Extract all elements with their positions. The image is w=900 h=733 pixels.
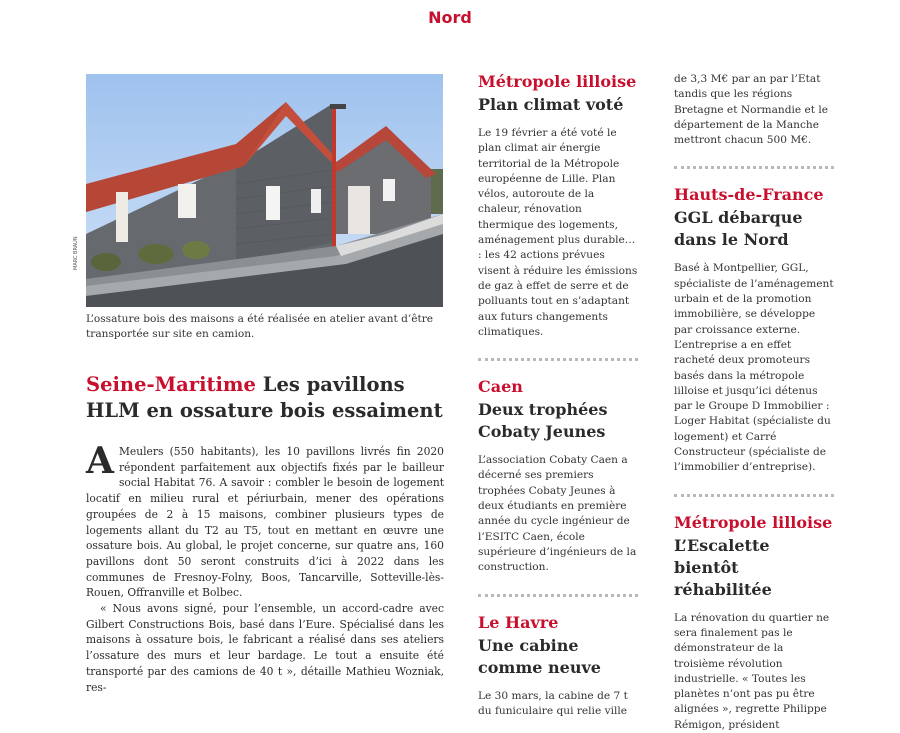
- dotted-separator: [478, 358, 638, 361]
- news-item-text: La rénovation du quartier ne sera finalement pas le démonstrateur de la troisième révolution industrielle. « Toutes les planètes n’ont pas pu être alignées », regrette Philippe Rémigon, président: [674, 611, 830, 731]
- right-column: [674, 72, 834, 733]
- news-item-text: Le 19 février a été voté le plan climat air énergie territorial de la Métropole européenne de Lille. Plan vélos, autoroute de la chaleur, rénovation thermique des logements, aménagement plus durable… : les 42 actions prévues visent à réduire les émissions de gaz à effet de serre et de polluants tout en s’adaptant aux futurs changements climatiques.: [478, 127, 638, 338]
- news-item: [478, 613, 638, 720]
- news-item-location: Métropole lilloise: [674, 512, 833, 532]
- news-item-text: de 3,3 M€ par an par l’Etat tandis que les régions Bretagne et Normandie et le département de la Manche mettront chacun 500 M€.: [674, 73, 829, 147]
- news-item-title: GGL débarque dans le Nord: [674, 208, 803, 250]
- article-photo: [86, 74, 443, 307]
- photo-credit: MARC BRAUN: [73, 236, 79, 270]
- main-article-title: Les pavillons HLM en ossature bois essaiment: [86, 373, 443, 422]
- news-item: [478, 377, 638, 575]
- news-item-continued: [674, 72, 834, 148]
- middle-column: [478, 72, 638, 719]
- news-item-title: Une cabine comme neuve: [478, 635, 601, 677]
- news-item: [674, 185, 834, 475]
- news-item-text: L’association Cobaty Caen a décerné ses premiers trophées Cobaty Jeunes à deux étudiants en première année du cycle ingénieur de l’ESITC Caen, école supérieure d’ingénieurs de la construction.: [478, 454, 637, 574]
- news-item-title: Deux trophées Cobaty Jeunes: [478, 400, 608, 442]
- news-item-location: Métropole lilloise: [478, 72, 637, 91]
- main-article-kicker: Seine-Maritime: [86, 373, 256, 396]
- main-article-paragraph: A Meulers (550 habitants), les 10 pavillons livrés fin 2020 répondent parfaitement aux objectifs fixés par le bailleur social Habitat 76. A savoir : combler le besoin de logement locatif en milieu rural et périurbain, mener des opérations groupées de 2 à 15 maisons, combiner plusieurs types de logements allant du T2 au T5, tout en mettant en œuvre une ossature bois. Au global, le projet concerne, sur quatre ans, 160 pavillons dont 50 seront construits d’ici à 2022 dans les communes de Fresnoy-Folny, Boos, Tancarville, Sotteville-lès-Rouen, Offranville et Bolbec.: [86, 440, 444, 600]
- news-item-location: Caen: [478, 377, 523, 397]
- news-item: [478, 72, 638, 340]
- news-item-title: L’Escalette bientôt réhabilitée: [674, 535, 772, 599]
- drop-cap: A: [86, 440, 114, 482]
- dotted-separator: [674, 494, 834, 497]
- dotted-separator: [478, 594, 638, 597]
- news-item: [674, 513, 834, 733]
- news-item-location: Hauts-de-France: [674, 185, 824, 205]
- news-item-title: Plan climat voté: [478, 95, 624, 114]
- news-item-text: Le 30 mars, la cabine de 7 t du funiculaire qui relie ville: [478, 689, 628, 717]
- section-rubric: Nord: [428, 8, 472, 27]
- main-article-headline: [86, 372, 446, 424]
- news-item-text: Basé à Montpellier, GGL, spécialiste de l’aménagement urbain et de la promotion immobilière, se développe par croissance externe. L’entreprise a en effet racheté deux promoteurs basés dans la métropole lilloise et jusqu’ici détenus par le Groupe D Immobilier : Loger Habitat (spécialiste du logement) et Carré Constructeur (spécialiste de l’immobilier d’entreprise).: [674, 262, 834, 474]
- main-article-body: [86, 440, 444, 695]
- dotted-separator: [674, 166, 834, 169]
- news-item-location: Le Havre: [478, 612, 559, 632]
- photo-caption: L’ossature bois des maisons a été réalisée en atelier avant d’être transportée sur site en camion.: [86, 313, 434, 340]
- houses-illustration: [86, 74, 443, 307]
- main-article-paragraph: « Nous avons signé, pour l’ensemble, un accord-cadre avec Gilbert Constructions Bois, basé dans l’Eure. Spécialisé dans les maisons à ossature bois, le fabricant a réalisé dans ses ateliers l’ossature des murs et leur bardage. Le tout a ensuite été transporté par des camions de 40 t », détaille Mathieu Wozniak, res-: [86, 602, 444, 694]
